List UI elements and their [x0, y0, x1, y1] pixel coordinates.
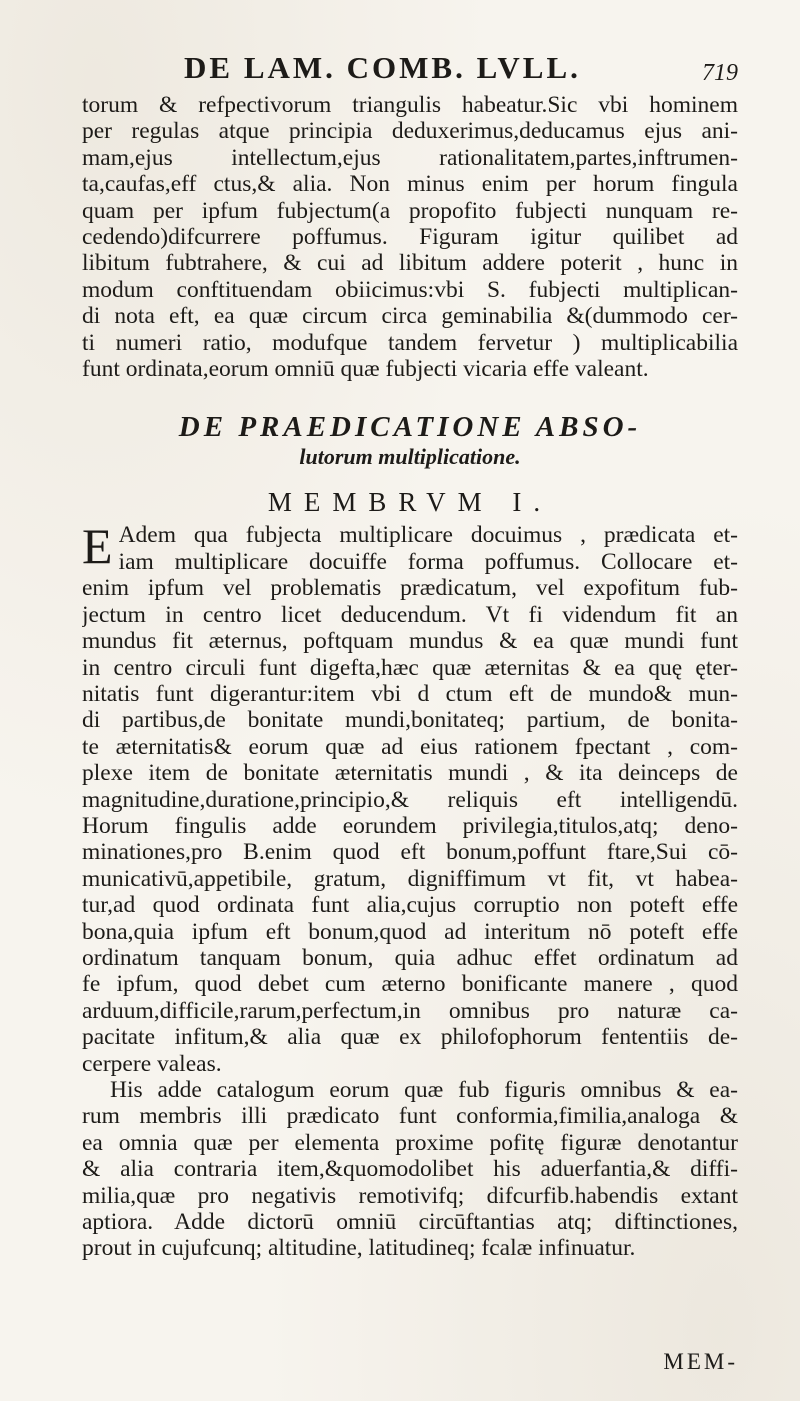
text-line: minationes,pro B.enim quod eft bonum,poffunt ftare,Sui cō-: [82, 839, 738, 866]
text-line: rum membris illi prædicato funt conformia,fimilia,analoga &: [82, 1103, 738, 1130]
text-line: mundus fit æternus, poftquam mundus & ea quæ mundi funt: [82, 628, 738, 655]
section-subtitle: lutorum multiplicatione.: [299, 444, 521, 470]
text-line: ea omnia quæ per elementa proxime pofitę figuræ denotantur: [82, 1129, 738, 1156]
text-line: torum & refpectivorum triangulis habeatur.Sic vbi hominem: [82, 92, 738, 118]
text-line: aptiora. Adde dictorū omniū circūftantias atq; diftinctiones,: [82, 1209, 738, 1236]
text-line: plexe item de bonitate æternitatis mundi , & ita deinceps de: [82, 760, 738, 787]
text-line: ta,caufas,eff ctus,& alia. Non minus enim per horum fingula: [82, 171, 738, 198]
text-line: quam per ipfum fubjectum(a propofito fubjecti nunquam re-: [82, 197, 738, 224]
running-title: DE LAM. COMB. LVLL.: [184, 50, 581, 85]
text-line: jectum in centro licet deducendum. Vt fi videndum fit an: [82, 601, 738, 628]
text-line: Adem qua fubjecta multiplicare docuimus , prædicata et-: [118, 522, 738, 549]
text-line: cedendo)difcurrere poffumus. Figuram igitur quilibet ad: [82, 224, 738, 251]
text-line: nitatis funt digerantur:item vbi d ctum eft de mundo& mun-: [82, 680, 738, 707]
text-line: iam multiplicare docuiffe forma poffumus. Collocare et-: [118, 548, 738, 575]
text-line: Horum fingulis adde eorundem privilegia,titulos,atq; deno-: [82, 812, 738, 839]
text-line: His adde catalogum eorum quæ fub figuris omnibus & ea-: [110, 1077, 738, 1103]
member-heading: MEMBRVM I.: [267, 487, 553, 518]
catchword: MEM-: [663, 1349, 738, 1374]
intro-paragraph: [82, 92, 738, 382]
text-line: milia,quæ pro negativis remotivifq; difcurfib.habendis extant: [82, 1182, 738, 1209]
page-number: 719: [702, 60, 738, 86]
text-line: & alia contraria item,&quomodolibet his aduerfantia,& diffi-: [82, 1156, 738, 1183]
text-line: prout in cujufcunq; altitudine, latitudineq; fcalæ infinuatur.: [82, 1235, 636, 1262]
text-line: fe ipfum, quod debet cum æterno bonificante manere , quod: [82, 971, 738, 998]
text-line: funt ordinata,eorum omniū quæ fubjecti vicaria effe valeant.: [82, 356, 649, 383]
running-head: [82, 50, 738, 92]
text-line: arduum,difficile,rarum,perfectum,in omnibus pro naturæ ca-: [82, 997, 738, 1024]
text-line: ordinatum tanquam bonum, quia adhuc effet ordinatum ad: [82, 944, 738, 971]
text-line: di nota eft, ea quæ circum circa geminabilia &(dummodo cer-: [82, 303, 738, 330]
text-line: magnitudine,duratione,principio,& reliquis eft intelligendū.: [82, 786, 738, 813]
text-line: bona,quia ipfum eft bonum,quod ad interitum nō poteft effe: [82, 918, 738, 945]
member-paragraph: [82, 518, 738, 1077]
drop-cap: E: [82, 518, 113, 575]
text-line: enim ipfum vel problematis prædicatum, vel expofitum fub-: [82, 575, 738, 602]
text-line: in centro circuli funt digefta,hæc quæ æternitas & ea quę ęter-: [82, 654, 738, 681]
text-line: mam,ejus intellectum,ejus rationalitatem,partes,inftrumen-: [82, 144, 738, 171]
section-title: DE PRAEDICATIONE ABSO-: [178, 411, 642, 444]
text-line: municativū,appetibile, gratum, digniffimum vt fit, vt habea-: [82, 865, 738, 892]
text-line: per regulas atque principia deduxerimus,deducamus ejus ani-: [82, 118, 738, 145]
text-line: tur,ad quod ordinata funt alia,cujus corruptio non poteft effe: [82, 892, 738, 919]
text-line: libitum fubtrahere, & cui ad libitum addere poterit , hunc in: [82, 250, 738, 277]
text-line: cerpere valeas.: [82, 1050, 222, 1077]
text-line: pacitate infitum,& alia quæ ex philofophorum fententiis de-: [82, 1024, 738, 1051]
catalog-paragraph: [82, 1077, 738, 1262]
text-line: te æternitatis& eorum quæ ad eius rationem fpectant , com-: [82, 733, 738, 760]
text-line: ti numeri ratio, modufque tandem fervetur ) multiplicabilia: [82, 329, 738, 356]
text-line: modum conftituendam obiicimus:vbi S. fubjecti multiplican-: [82, 276, 738, 303]
text-line: di partibus,de bonitate mundi,bonitateq; partium, de bonita-: [82, 707, 738, 734]
